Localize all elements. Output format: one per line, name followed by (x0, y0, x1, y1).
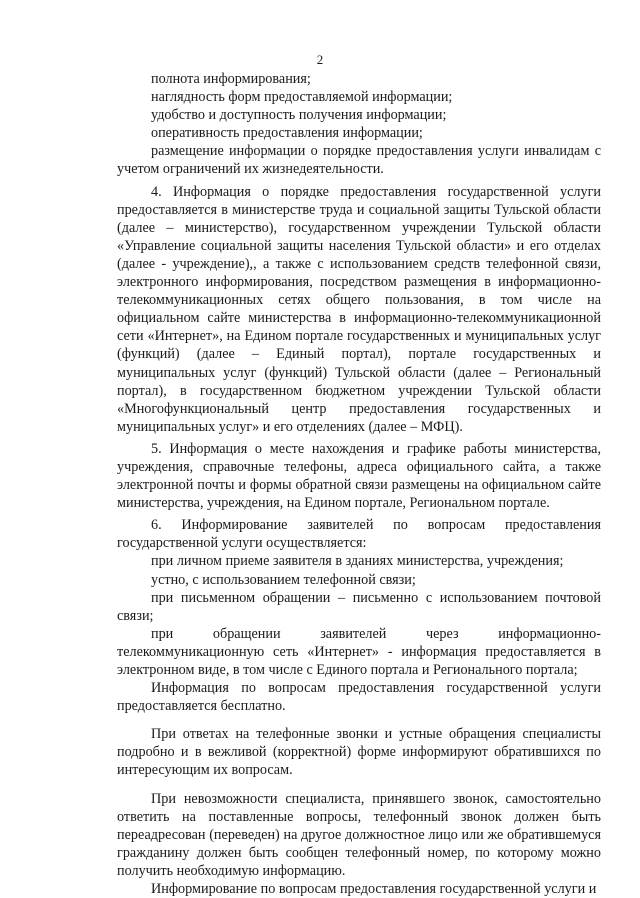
paragraph: размещение информации о порядке предоставления услуги инвалидам с учетом ограничений их жизнедеятельности. (117, 143, 601, 178)
paragraph: Информирование по вопросам предоставления государственной услуги и (151, 881, 597, 898)
list-item: при обращении заявителей через информационно-телекоммуникационную сеть «Интернет» - информация предоставляется в электронном виде, в том числе с Единого портала и Регионального портала; (117, 625, 601, 678)
document-body (117, 70, 601, 898)
paragraph-item-6: 6. Информирование заявителей по вопросам предоставления государственной услуги осуществляется: (117, 517, 601, 552)
list-item: удобство и доступность получения информации; (151, 107, 447, 124)
paragraph-item-4: 4. Информация о порядке предоставления государственной услуги предоставляется в министерстве труда и социальной защиты Тульской области (далее – министерство), государственном учреждении Тульской области «Управление социальной защиты населения Тульской области» и его отделах (далее - учреждение),, а также с использованием средств телефонной связи, электронного информирования, посредством размещения в информационно-телекоммуникационных сетях общего пользования, в том числе на официальном сайте министерства в информационно-телекоммуникационной сети «Интернет», на Едином портале государственных и муниципальных услуг (функций) (далее – Единый портал), портале государственных и муниципальных услуг (функций) Тульской области (далее – Региональный портал), в государственном бюджетном учреждении Тульской области «Многофункциональный центр предоставления государственных и муниципальных услуг» и его отделениях (далее – МФЦ). (117, 183, 601, 435)
paragraph: Информация по вопросам предоставления государственной услуги предоставляется бесплатно. (117, 680, 601, 715)
list-item: при письменном обращении – письменно с использованием почтовой связи; (117, 589, 601, 624)
list-item: устно, с использованием телефонной связи; (151, 571, 416, 588)
list-item: при личном приеме заявителя в зданиях министерства, учреждения; (151, 553, 564, 570)
paragraph-item-5: 5. Информация о месте нахождения и графике работы министерства, учреждения, справочные телефоны, адреса официального сайта, а также электронной почты и формы обратной связи размещены на официальном сайте министерства, учреждения, на Едином портале, Региональном портале. (117, 440, 601, 512)
list-item: оперативность предоставления информации; (151, 125, 423, 142)
paragraph: При ответах на телефонные звонки и устные обращения специалисты подробно и в вежливой (корректной) форме информируют обратившихся по интересующим их вопросам. (117, 726, 601, 779)
list-item: наглядность форм предоставляемой информации; (151, 89, 453, 106)
paragraph: При невозможности специалиста, принявшего звонок, самостоятельно ответить на поставленные вопросы, телефонный звонок должен быть переадресован (переведен) на другое должностное лицо или же обратившемуся гражданину должен быть сообщен телефонный номер, по которому можно получить необходимую информацию. (117, 790, 601, 879)
list-item: полнота информирования; (151, 71, 311, 87)
page-number: 2 (316, 52, 324, 67)
